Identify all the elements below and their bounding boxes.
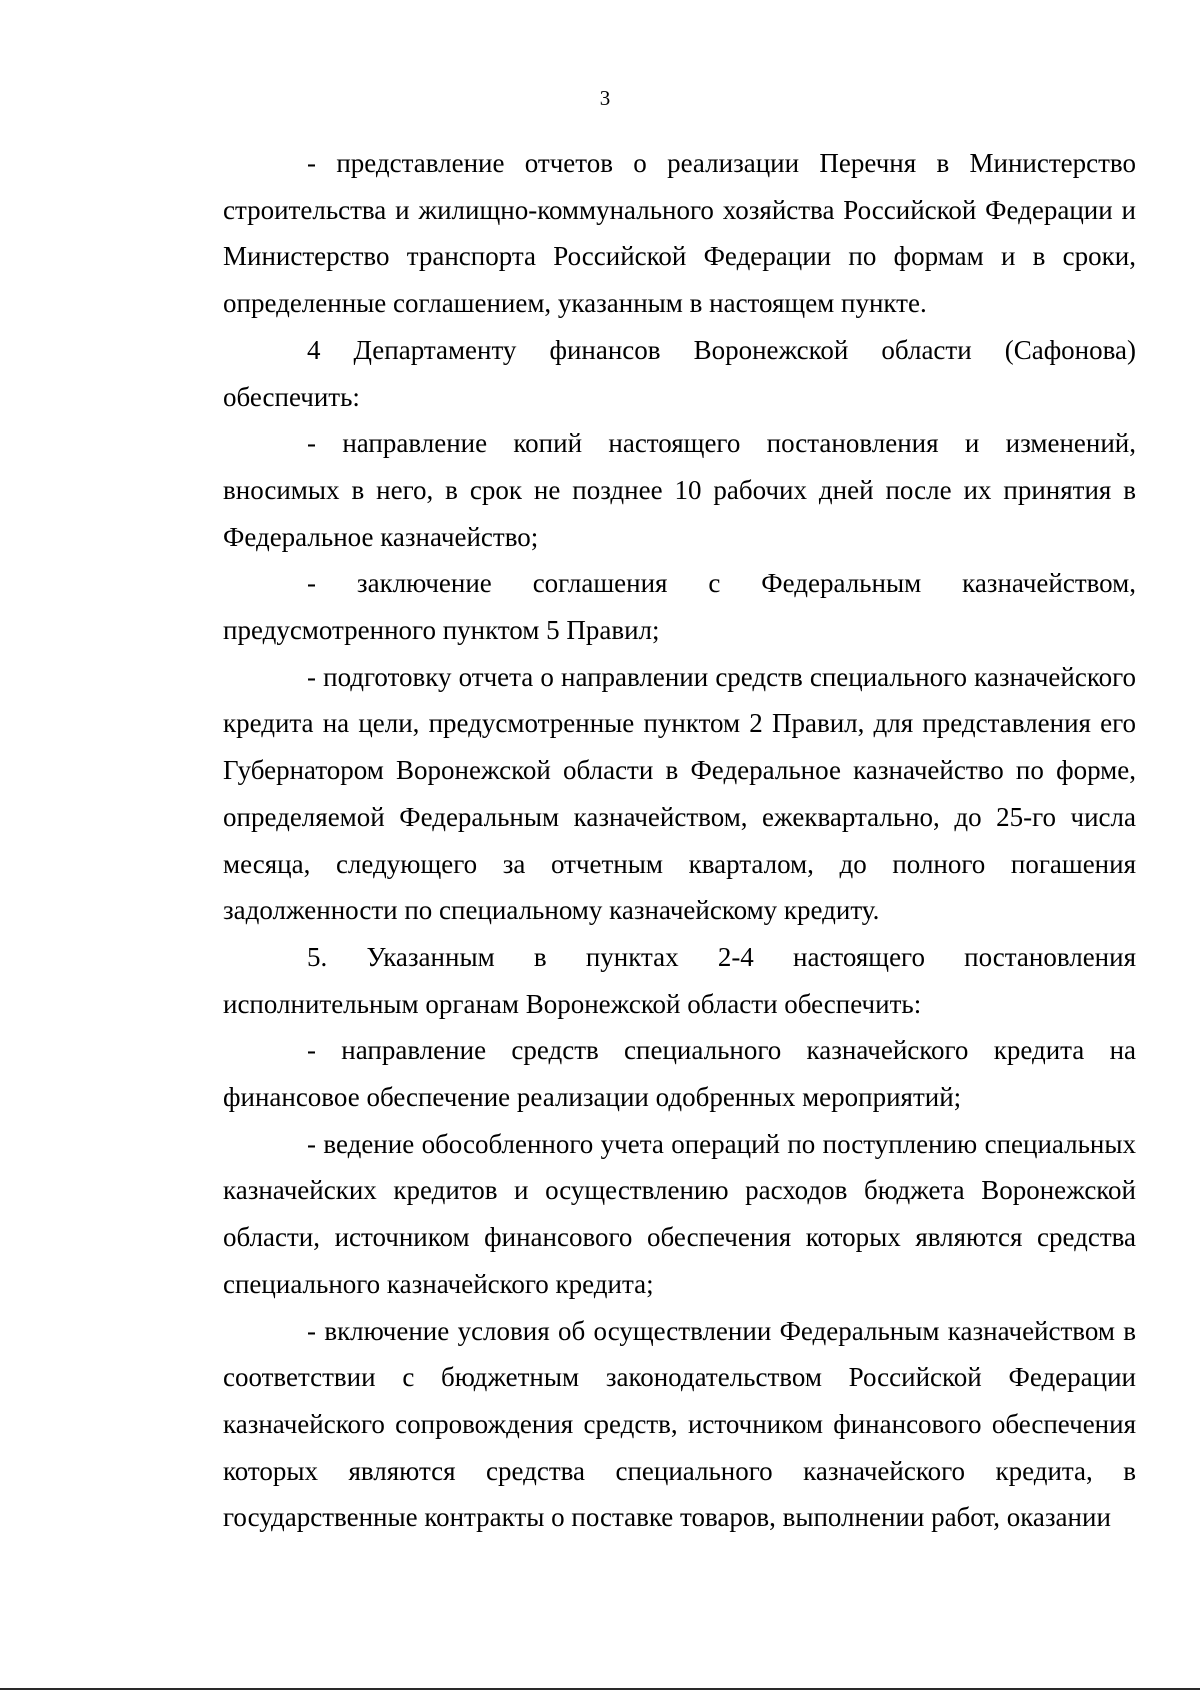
document-body: [223, 140, 1136, 1541]
paragraph-quarterly-report: - подготовку отчета о направлении средств специального казначейского кредита на цели, предусмотренные пунктом 2 Правил, для представления его Губернатором Воронежской области в Федеральное казначейство по форме, определяемой Федеральным казначейством, ежеквартально, до 25-го числа месяца, следующего за отчетным кварталом, до полного погашения задолженности по специальному казначейскому кредиту.: [223, 661, 1136, 926]
paragraph-funds-direction: - направление средств специального казначейского кредита на финансовое обеспечение реализации одобренных мероприятий;: [223, 1035, 1136, 1113]
paragraph-treasury-support-condition: - включение условия об осуществлении Федеральным казначейством в соответствии с бюджетным законодательством Российской Федерации казначейского сопровождения средств, источником финансового обеспечения которых являются средства специального казначейского кредита, в государственные контракты о поставке товаров, выполнении работ, оказании: [223, 1315, 1136, 1533]
paragraph-item-4-finance-department: 4 Департаменту финансов Воронежской области (Сафонова) обеспечить:: [223, 334, 1136, 412]
paragraph-copies-to-treasury: - направление копий настоящего постановления и изменений, вносимых в него, в срок не позднее 10 рабочих дней после их принятия в Федеральное казначейство;: [223, 428, 1136, 552]
paragraph-separate-accounting: - ведение обособленного учета операций по поступлению специальных казначейских кредитов и осуществлению расходов бюджета Воронежской области, источником финансового обеспечения которых являются средства специального казначейского кредита;: [223, 1128, 1136, 1299]
paragraph-report-submission: - представление отчетов о реализации Перечня в Министерство строительства и жилищно-коммунального хозяйства Российской Федерации и Министерство транспорта Российской Федерации по формам и в сроки, определенные соглашением, указанным в настоящем пункте.: [223, 148, 1136, 319]
paragraph-item-5-executive-bodies: 5. Указанным в пунктах 2-4 настоящего постановления исполнительным органам Воронежской области обеспечить:: [223, 941, 1136, 1019]
paragraph-treasury-agreement: - заключение соглашения с Федеральным казначейством, предусмотренного пунктом 5 Правил;: [223, 568, 1136, 646]
page-number: 3: [599, 86, 611, 110]
page-bottom-edge: [0, 1688, 1200, 1690]
